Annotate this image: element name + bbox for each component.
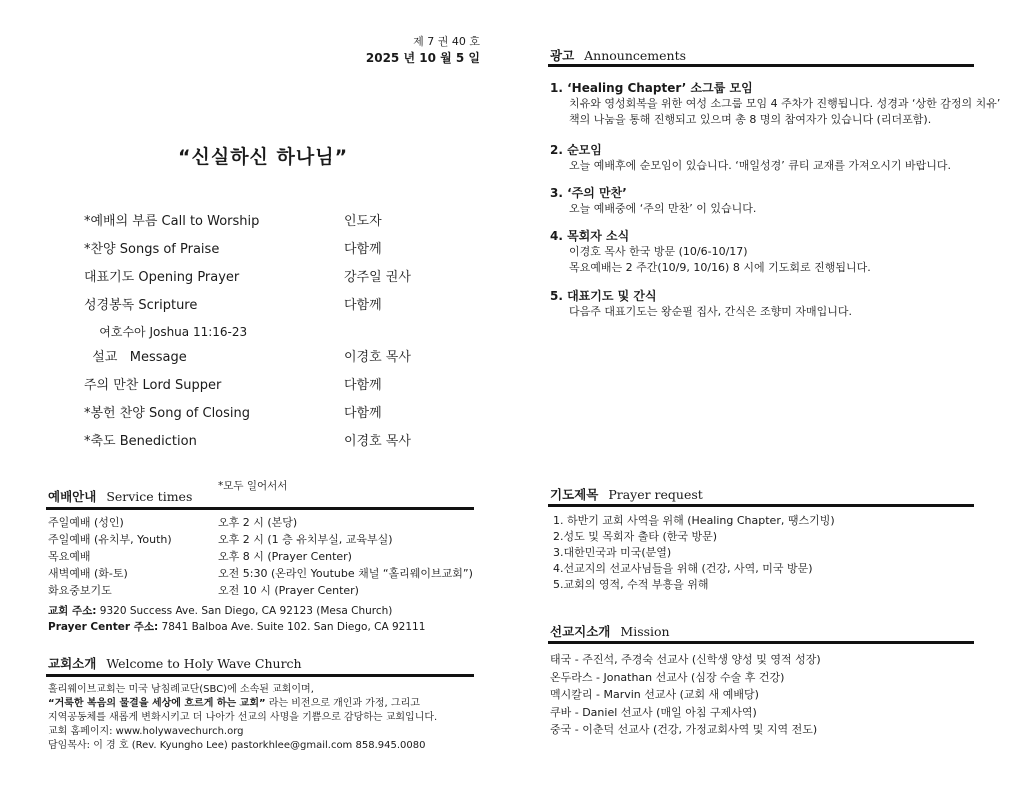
order-item-leader: 인도자 [344,214,382,229]
church-address [48,604,392,618]
announcement-item [550,185,1010,217]
section-title-ko: 광고 [550,48,575,63]
order-of-worship [84,214,444,454]
announcement-title: 1. ‘Healing Chapter’ 소그룹 모임 [550,81,753,95]
announcement-title: 3. ‘주의 만찬’ [550,186,627,200]
prayer-heading [550,485,703,503]
standing-note: *모두 일어서서 [218,480,288,492]
announcement-body: 다음주 대표기도는 왕순필 집사, 간식은 조향미 자매입니다. [569,305,852,318]
service-time: 오후 2 시 (1 층 유치부실, 교육부실) [218,533,393,546]
section-title-en: Announcements [584,48,687,63]
service-time: 오후 2 시 (본당) [218,516,298,529]
vision-rest: 라는 비전으로 개인과 가정, 그리고 [265,698,420,709]
prayer-item: 1. 하반기 교회 사역을 위해 (Healing Chapter, 땡스기빙) [553,514,835,527]
prayer-center-label: Prayer Center 주소: [48,621,159,633]
announcement-item [550,142,1010,174]
section-divider [46,674,474,677]
service-name: 주일예배 (성인) [48,516,124,529]
vision-statement: “거룩한 복음의 물결을 세상에 흐르게 하는 교회” [48,698,266,709]
announcements-heading [550,46,686,64]
order-item-leader: 다함께 [344,242,382,257]
section-divider [46,507,474,510]
service-name: 새벽예배 (화-토) [48,567,128,580]
section-title-en: Prayer request [608,487,703,502]
order-item-label: 주의 만찬 Lord Supper [84,378,222,393]
order-item-label: *찬양 Songs of Praise [84,242,220,257]
announcement-body: 목요예배는 2 주간(10/9, 10/16) 8 시에 기도회로 진행됩니다. [569,261,871,274]
mission-item: 쿠바 - Daniel 선교사 (매일 아침 구제사역) [550,705,757,719]
mission-item: 중국 - 이춘덕 선교사 (건강, 가정교회사역 및 지역 전도) [550,723,818,736]
church-address-label: 교회 주소: [48,605,97,617]
prayer-item: 5.교회의 영적, 수적 부흥을 위해 [553,578,709,591]
pastor-contact: 담임목사: 이 경 호 (Rev. Kyungho Lee) pastorkhlee@gmail.com 858.945.0080 [48,740,426,751]
order-item-label: 성경봉독 Scripture [84,298,198,313]
announcement-body: 이경호 목사 한국 방문 (10/6-10/17) [569,245,748,258]
section-title-en: Welcome to Holy Wave Church [106,656,302,671]
church-address-value: 9320 Success Ave. San Diego, CA 92123 (Mesa Church) [96,605,393,617]
prayer-item: 2.성도 및 목회자 출타 (한국 방문) [553,530,718,543]
order-item-leader: 이경호 목사 [344,350,411,365]
announcement-body: 치유와 영성회복을 위한 여성 소그룹 모임 4 주차가 진행됩니다. 성경과 ‘상한 감정의 치유’ 책의 나눔을 통해 진행되고 있으며 총 8 명의 참여자가 있습니다 (리더포함). [569,97,1001,126]
issue-number: 제 7 권 40 호 [413,35,480,48]
service-times-heading [48,487,192,505]
service-name: 주일예배 (유치부, Youth) [48,533,172,546]
welcome-line [48,697,420,711]
announcement-item [550,80,1010,128]
section-title-ko: 기도제목 [550,487,599,502]
order-item-leader: 이경호 목사 [344,434,411,449]
bulletin-date: 2025 년 10 월 5 일 [365,51,480,65]
welcome-line: 지역공동체를 새롭게 변화시키고 더 나아가 선교의 사명을 기쁨으로 감당하는 교회입니다. [48,712,438,723]
service-time: 오전 5:30 (온라인 Youtube 채널 “홀리웨이브교회”) [218,567,473,580]
section-title-ko: 선교지소개 [550,624,611,639]
order-item-label: 설교 Message [84,350,187,365]
announcement-item [550,288,1010,320]
announcement-item [550,228,1010,276]
mission-item: 태국 - 주진석, 주경숙 선교사 (신학생 양성 및 영적 성장) [550,653,821,666]
announcement-body: 오늘 예배중에 ‘주의 만찬’ 이 있습니다. [569,202,757,215]
prayer-center-value: 7841 Balboa Ave. Suite 102. San Diego, CA 92111 [158,621,426,633]
section-title-ko: 예배안내 [48,489,97,504]
order-item-leader: 다함께 [344,298,382,313]
order-item-leader: 강주일 권사 [344,270,411,285]
section-divider [548,64,974,67]
service-time: 오후 8 시 (Prayer Center) [218,550,352,563]
service-times-list [48,515,478,595]
welcome-line: 홀리웨이브교회는 미국 남침례교단(SBC)에 소속된 교회이며, [48,684,314,695]
order-item-label: *예배의 부름 Call to Worship [84,214,260,229]
prayer-item: 3.대한민국과 미국(분열) [553,546,672,559]
order-item-leader: 다함께 [344,378,382,393]
service-name: 화요중보기도 [48,584,112,597]
section-title-en: Mission [620,624,670,639]
order-item-label: *봉헌 찬양 Song of Closing [84,406,251,421]
prayer-center-address [48,620,425,634]
section-divider [548,641,974,644]
order-item-label: 대표기도 Opening Prayer [84,270,240,285]
section-divider [548,504,974,507]
mission-item: 온두라스 - Jonathan 선교사 (심장 수술 후 건강) [550,670,785,684]
order-item-label: *축도 Benediction [84,434,197,449]
announcement-title: 2. 순모임 [550,143,602,157]
announcement-body: 오늘 예배후에 순모임이 있습니다. ‘매일성경’ 큐티 교재를 가져오시기 바랍니다. [569,159,951,172]
announcement-title: 4. 목회자 소식 [550,229,630,243]
announcement-title: 5. 대표기도 및 간식 [550,289,657,303]
service-time: 오전 10 시 (Prayer Center) [218,584,359,597]
order-item-label: 여호수아 Joshua 11:16-23 [84,325,248,339]
section-title-ko: 교회소개 [48,656,97,671]
service-name: 목요예배 [48,550,91,563]
church-website: 교회 홈페이지: www.holywavechurch.org [48,726,244,737]
order-item-leader: 다함께 [344,406,382,421]
prayer-item: 4.선교지의 선교사님들을 위해 (건강, 사역, 미국 방문) [553,562,813,575]
mission-list [550,651,821,739]
mission-item: 멕시칼리 - Marvin 선교사 (교회 새 예배당) [550,688,759,701]
welcome-heading [48,654,302,672]
mission-heading [550,622,670,640]
prayer-list [553,513,835,593]
section-title-en: Service times [106,489,193,504]
sermon-title: “신실하신 하나님” [178,146,349,168]
